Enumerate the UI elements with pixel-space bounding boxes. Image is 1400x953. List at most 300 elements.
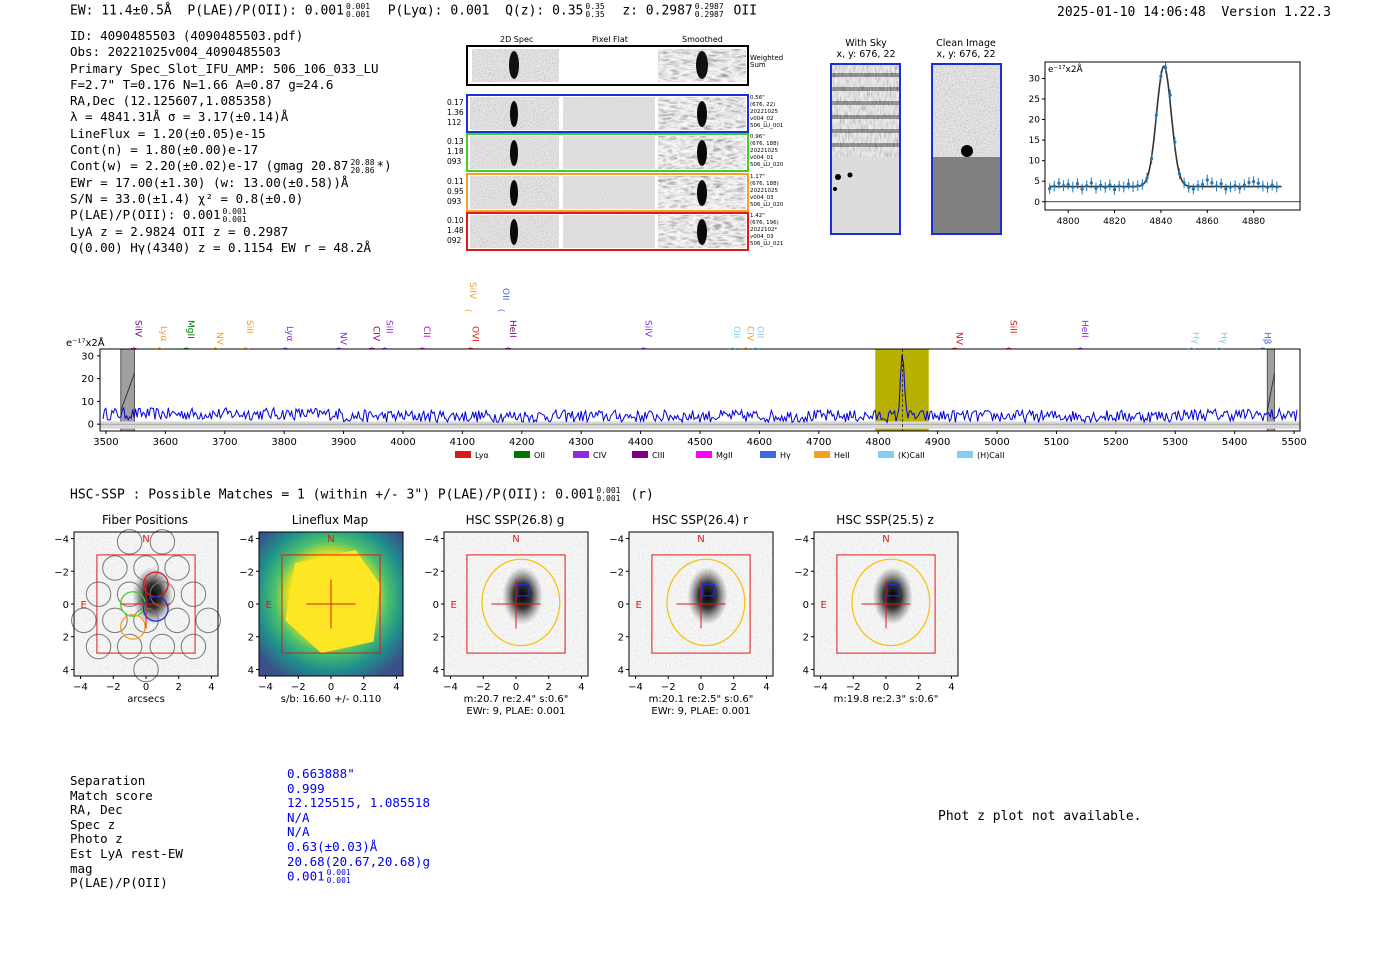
spectrum-xtick-label: 4300 bbox=[568, 437, 594, 448]
info-primary: Primary Spec_Slot_IFU_AMP: 506_106_033_LU bbox=[70, 60, 379, 76]
hsc-caption-1: m:20.7 re:2.4" s:0.6" bbox=[463, 694, 569, 705]
hsc-caption-1: s/b: 16.60 +/- 0.110 bbox=[280, 694, 382, 705]
spectrum-error-band bbox=[100, 421, 1300, 428]
spectrum-line-label: SiIV bbox=[467, 282, 478, 300]
fit-data-point bbox=[1136, 184, 1139, 187]
fit-data-point bbox=[1159, 75, 1162, 78]
info-sn: S/N = 33.0(±1.4) χ² = 0.8(±0.0) bbox=[70, 191, 304, 207]
spectrum-line-label: CIV bbox=[370, 326, 381, 342]
hsc-summary-end: (r) bbox=[630, 487, 654, 503]
hsc-ytick-label: 0 bbox=[432, 600, 439, 611]
cutout-row-image bbox=[468, 175, 747, 210]
with-sky-title bbox=[826, 38, 906, 60]
spectrum-line-label: Hγ bbox=[1190, 332, 1201, 345]
spectrum-line-bracket: { bbox=[129, 346, 138, 351]
cutout-row-right-value: v004_02 bbox=[750, 116, 774, 122]
match-label: Est LyA rest-EW bbox=[70, 845, 183, 861]
cutout-row-right-value: v004_01 bbox=[750, 155, 774, 161]
spectrum-legend-label: OII bbox=[534, 451, 546, 460]
hsc-panel-plot bbox=[794, 530, 970, 716]
east-label: E bbox=[820, 600, 827, 611]
clean-svg bbox=[933, 65, 1000, 233]
fit-data-point bbox=[1229, 185, 1232, 188]
spectrum-line-bracket: { bbox=[367, 346, 376, 351]
clean-image bbox=[931, 63, 1002, 235]
fit-xtick-label: 4820 bbox=[1103, 217, 1126, 227]
info-plae-text: P(LAE)/P(OII): 0.001 bbox=[70, 207, 221, 223]
match-value bbox=[287, 811, 430, 826]
north-label: N bbox=[512, 533, 520, 545]
fit-data-point bbox=[1099, 184, 1102, 187]
spectrum-xtick-label: 5500 bbox=[1281, 437, 1307, 448]
match-value-text: N/A bbox=[287, 824, 310, 840]
header-plae-lo: 0.001 bbox=[345, 10, 371, 19]
cutout-row-left-value: 0.11 bbox=[447, 177, 464, 186]
fit-data-point bbox=[1210, 181, 1213, 184]
match-label: mag bbox=[70, 860, 93, 876]
north-label: N bbox=[882, 533, 890, 545]
spectrum-line-label: HeII bbox=[506, 320, 517, 338]
cutout-row-right-info bbox=[750, 134, 783, 169]
with-sky-image bbox=[830, 63, 901, 235]
spectrum-xtick-label: 4900 bbox=[924, 437, 951, 448]
fit-xtick-label: 4800 bbox=[1056, 217, 1080, 227]
fit-ytick-label: 0 bbox=[1034, 197, 1040, 208]
match-value-text: 12.125515, 1.085518 bbox=[287, 795, 430, 811]
spectrum-line-label: Lyα bbox=[284, 326, 295, 342]
spectrum-legend-swatch bbox=[696, 451, 712, 458]
hsc-xtick-label: 2 bbox=[360, 682, 367, 693]
fit-data-point bbox=[1233, 184, 1236, 187]
fit-data-point bbox=[1062, 184, 1065, 187]
spectrum-xtick-label: 4200 bbox=[509, 437, 535, 448]
cutout-row-strip bbox=[466, 212, 749, 251]
hsc-xtick-label: 4 bbox=[208, 682, 215, 693]
spectrum-line-bracket: { bbox=[503, 346, 512, 351]
match-value-text: 0.999 bbox=[287, 780, 325, 796]
hsc-panel-plot bbox=[239, 530, 415, 716]
spectrum-xtick-label: 4100 bbox=[449, 437, 476, 448]
info-radec: RA,Dec (12.125607,1.085358) bbox=[70, 93, 274, 109]
hsc-ytick-label: −4 bbox=[239, 534, 254, 546]
info-lineflux: LineFlux = 1.20(±0.05)e-15 bbox=[70, 125, 266, 141]
fit-data-point bbox=[1048, 187, 1051, 190]
fit-xtick-label: 4840 bbox=[1149, 217, 1173, 227]
line-fit-chart bbox=[1030, 58, 1310, 233]
header-summary bbox=[70, 3, 757, 19]
fit-data-point bbox=[1067, 183, 1070, 186]
spectrum-ytick-label: 0 bbox=[87, 419, 94, 431]
fit-data-point bbox=[1215, 185, 1218, 188]
cutout-row-left-value: 0.13 bbox=[447, 137, 464, 146]
spectrum-line-bracket: { bbox=[466, 346, 475, 351]
hsc-ytick-label: −4 bbox=[609, 534, 624, 546]
cutout-row-left-stats bbox=[447, 137, 464, 167]
match-value-text: 0.63(±0.03)Å bbox=[287, 838, 378, 854]
spectrum-xtick-label: 3900 bbox=[330, 437, 357, 448]
spectrum-chart bbox=[60, 278, 1310, 463]
fit-data-point bbox=[1173, 141, 1176, 144]
hsc-xtick-label: −4 bbox=[628, 682, 643, 693]
match-label: Photo z bbox=[70, 831, 123, 847]
east-label: E bbox=[80, 600, 87, 611]
fit-data-point bbox=[1192, 187, 1195, 190]
spectrum-line-label: OII bbox=[730, 326, 741, 339]
with-sky-xy: x, y: 676, 22 bbox=[836, 49, 896, 60]
hsc-caption-2: EWr: 9, PLAE: 0.001 bbox=[651, 706, 751, 717]
hsc-panel-hsc bbox=[609, 530, 785, 717]
hsc-panel-title: HSC SSP(25.5) z bbox=[836, 513, 934, 527]
match-value bbox=[287, 782, 430, 797]
east-label: E bbox=[635, 600, 642, 611]
fit-data-point bbox=[1057, 182, 1060, 185]
info-contw-lo: 20.86 bbox=[350, 165, 375, 175]
hsc-caption-1: arcsecs bbox=[127, 694, 165, 705]
cutout-row-right-value: (676, 188) bbox=[750, 141, 779, 147]
col-smoothed: Smoothed bbox=[682, 35, 723, 44]
cutout-row-left-value: 1.48 bbox=[447, 226, 464, 235]
header-qz-hi: 0.35 bbox=[585, 2, 605, 11]
info-obs: Obs: 20221025v004_4090485503 bbox=[70, 44, 281, 60]
spectrum-line-bracket: { bbox=[1187, 346, 1196, 351]
col-2d-spec: 2D Spec bbox=[500, 35, 534, 44]
cutout-row-right-value: 506_LU_001 bbox=[750, 123, 784, 129]
hsc-ytick-label: 0 bbox=[617, 600, 624, 611]
cutout-row-strip bbox=[466, 133, 749, 172]
cutout-row-right-info bbox=[750, 174, 783, 209]
hsc-xtick-label: −2 bbox=[290, 682, 306, 693]
spectrum-xtick-label: 5100 bbox=[1043, 437, 1070, 448]
hsc-xtick-label: 0 bbox=[142, 682, 150, 693]
info-contw-text: Cont(w) = 2.20(±0.02)e-17 (gmag 20.87 bbox=[70, 158, 349, 174]
info-contw bbox=[70, 158, 392, 175]
hsc-ytick-label: 2 bbox=[62, 632, 69, 644]
spectrum-xtick-label: 3700 bbox=[212, 437, 238, 448]
spectrum-legend-swatch bbox=[814, 451, 830, 458]
header-z-line: OII bbox=[733, 3, 757, 19]
cutout-row-left-value: 0.95 bbox=[447, 187, 464, 196]
match-value bbox=[287, 855, 430, 870]
cutout-row-right-value: 1.17" bbox=[750, 174, 765, 180]
spectrum-xtick-label: 3500 bbox=[93, 437, 119, 448]
fit-frame bbox=[1045, 62, 1300, 210]
spectrum-ylabel: e⁻¹⁷x2Å bbox=[66, 338, 105, 349]
header-plya: P(Lyα): 0.001 bbox=[387, 3, 490, 19]
fit-data-point bbox=[1145, 176, 1148, 179]
spectrum-line-bracket: { bbox=[1004, 346, 1013, 351]
cutout-row-right-value: 1.42" bbox=[750, 213, 765, 219]
spectrum-line-label: SiIV bbox=[132, 320, 143, 338]
with-sky-label: With Sky bbox=[845, 38, 887, 49]
cutout-row-left-stats bbox=[447, 216, 464, 246]
fit-data-point bbox=[1094, 187, 1097, 190]
spectrum-line-label: SiII bbox=[1007, 320, 1018, 334]
match-value bbox=[287, 767, 430, 782]
spectrum-line-label: OII bbox=[754, 326, 765, 339]
hsc-xtick-label: 0 bbox=[697, 682, 705, 693]
cutout-row-right-value: (676, 22) bbox=[750, 102, 776, 108]
match-label: Spec z bbox=[70, 816, 116, 832]
hsc-panel-plot bbox=[54, 530, 230, 716]
fit-data-point bbox=[1076, 182, 1079, 185]
cutout-row-right-value: 0.96" bbox=[750, 134, 765, 140]
cutout-row-right-info bbox=[750, 213, 783, 248]
fit-ytick-label: 30 bbox=[1028, 74, 1040, 85]
header-qz: Q(z): 0.35 bbox=[505, 3, 584, 19]
weighted-sum-strip bbox=[466, 45, 749, 86]
fit-ytick-label: 5 bbox=[1034, 177, 1040, 188]
hsc-xtick-label: 4 bbox=[578, 682, 585, 693]
fit-data-point bbox=[1196, 184, 1199, 187]
info-contn: Cont(n) = 1.80(±0.00)e-17 bbox=[70, 142, 259, 158]
spectrum-xtick-label: 4000 bbox=[390, 437, 416, 448]
hsc-xtick-label: 2 bbox=[730, 682, 737, 693]
spectrum-xtick-label: 5300 bbox=[1162, 437, 1188, 448]
header-timestamp bbox=[1057, 5, 1331, 20]
spectrum-line-label: Hγ bbox=[1218, 332, 1229, 345]
hsc-xtick-label: 2 bbox=[915, 682, 922, 693]
spectrum-line-label: CIV bbox=[744, 326, 755, 342]
cutout-row-strip bbox=[466, 94, 749, 133]
match-values bbox=[287, 767, 430, 885]
hsc-ytick-label: 0 bbox=[247, 600, 254, 611]
hsc-panel-fiber bbox=[54, 530, 230, 712]
clean-label: Clean Image bbox=[936, 38, 996, 49]
spectrum-line-bracket: { bbox=[950, 346, 959, 351]
hsc-xtick-label: −4 bbox=[258, 682, 273, 693]
info-plae bbox=[70, 207, 392, 224]
spectrum-xtick-label: 3800 bbox=[271, 437, 297, 448]
spectrum-legend-label: CIV bbox=[593, 451, 607, 460]
spectrum-legend-label: CIII bbox=[652, 451, 665, 460]
hsc-summary-text: HSC-SSP : Possible Matches = 1 (within +/- 3") P(LAE)/P(OII): 0.001 bbox=[70, 487, 595, 503]
match-plae-hi: 0.001 bbox=[326, 868, 351, 878]
cutout-row-right-info bbox=[750, 95, 783, 130]
spectrum-xtick-label: 5000 bbox=[984, 437, 1010, 448]
fit-data-point bbox=[1182, 181, 1185, 184]
info-block bbox=[70, 28, 392, 257]
spectrum-legend-label: MgII bbox=[716, 451, 733, 460]
header-plae: P(LAE)/P(OII): 0.001 bbox=[187, 3, 344, 19]
cutout-row-left-value: 1.36 bbox=[447, 108, 464, 117]
match-value bbox=[287, 796, 430, 811]
fit-data-point bbox=[1266, 186, 1269, 189]
hsc-panel-title: HSC SSP(26.4) r bbox=[651, 513, 749, 527]
info-plae-hi: 0.001 bbox=[222, 206, 247, 216]
spectrum-line-label: OVI bbox=[469, 326, 480, 342]
match-value bbox=[287, 825, 430, 840]
hsc-caption-2: EWr: 9, PLAE: 0.001 bbox=[466, 706, 566, 717]
spectrum-legend-swatch bbox=[957, 451, 973, 458]
hsc-xtick-label: 0 bbox=[882, 682, 890, 693]
fit-data-point bbox=[1141, 183, 1144, 186]
fit-ytick-label: 20 bbox=[1028, 115, 1040, 126]
hsc-ytick-label: −2 bbox=[54, 567, 69, 579]
hsc-ytick-label: −2 bbox=[609, 567, 624, 579]
hsc-xtick-label: 0 bbox=[327, 682, 335, 693]
cutout-row-right-value: 20221025 bbox=[750, 148, 778, 154]
spectrum-line-bracket: { bbox=[181, 346, 190, 351]
cutout-row-right-value: 506_LU_020 bbox=[750, 162, 784, 168]
fit-data-point bbox=[1104, 186, 1107, 189]
fit-xtick-label: 4880 bbox=[1242, 217, 1266, 227]
cutout-row-right-value: (676, 188) bbox=[750, 181, 779, 187]
hsc-ytick-label: −4 bbox=[54, 534, 69, 546]
spectrum-line-bracket: { bbox=[240, 346, 249, 351]
fit-data-point bbox=[1201, 183, 1204, 186]
cutout-row-left-value: 0.10 bbox=[447, 216, 464, 225]
fit-xtick-label: 4860 bbox=[1195, 217, 1219, 227]
hsc-panel-title: HSC SSP(26.8) g bbox=[465, 513, 565, 527]
hsc-xtick-label: −2 bbox=[475, 682, 491, 693]
cutout-row-right-value: (676, 196) bbox=[750, 220, 779, 226]
info-q: Q(0.00) Hγ(4340) z = 0.1154 EW r = 48.2Å bbox=[70, 240, 372, 256]
header-ew: EW: 11.4±0.5Å bbox=[70, 3, 172, 19]
info-id: ID: 4090485503 (4090485503.pdf) bbox=[70, 28, 304, 43]
hsc-panel-plot bbox=[609, 530, 785, 717]
fit-data-point bbox=[1122, 185, 1125, 188]
hsc-xtick-label: 0 bbox=[512, 682, 520, 693]
spectrum-line-bracket: { bbox=[334, 346, 343, 351]
fit-data-point bbox=[1108, 183, 1111, 186]
spectrum-legend-swatch bbox=[878, 451, 894, 458]
spectrum-xtick-label: 4500 bbox=[687, 437, 713, 448]
cutout-row-left-value: 112 bbox=[447, 118, 462, 127]
hsc-panel-plot bbox=[424, 530, 600, 717]
north-label: N bbox=[327, 533, 335, 545]
hsc-xtick-label: 2 bbox=[545, 682, 552, 693]
hsc-ytick-label: 2 bbox=[617, 632, 624, 644]
fit-ytick-label: 25 bbox=[1028, 95, 1040, 105]
spectrum-line-label: Hβ bbox=[1261, 332, 1272, 345]
cutout-row-left-value: 092 bbox=[447, 236, 462, 245]
info-lyaz: LyA z = 2.9824 OII z = 0.2987 bbox=[70, 223, 289, 239]
hsc-xtick-label: −2 bbox=[660, 682, 676, 693]
hsc-panel-title: Lineflux Map bbox=[291, 513, 369, 527]
fit-data-point bbox=[1080, 187, 1083, 190]
spectrum-xtick-label: 4600 bbox=[746, 437, 773, 448]
spectrum-legend-swatch bbox=[760, 451, 776, 458]
north-label: N bbox=[697, 533, 705, 545]
spectrum-xtick-label: 4400 bbox=[627, 437, 654, 448]
spectrum-ytick-label: 30 bbox=[81, 351, 94, 363]
col-pixel-flat: Pixel Flat bbox=[592, 35, 628, 44]
version: Version 1.22.3 bbox=[1221, 5, 1331, 20]
spectrum-legend-label: Lyα bbox=[475, 451, 489, 460]
hsc-summary-hi: 0.001 bbox=[596, 486, 621, 495]
match-value-text: 20.68(20.67,20.68)g bbox=[287, 853, 430, 869]
spectrum-line-bracket: { bbox=[211, 346, 220, 351]
spectrum-xtick-label: 4700 bbox=[806, 437, 832, 448]
cutout-row-right-value: v004_03 bbox=[750, 195, 774, 201]
fit-data-point bbox=[1257, 182, 1260, 185]
spectrum-legend-swatch bbox=[632, 451, 648, 458]
match-label: Separation bbox=[70, 773, 146, 788]
fit-data-point bbox=[1252, 180, 1255, 183]
hsc-ytick-label: 2 bbox=[802, 632, 809, 644]
info-lambda: λ = 4841.31Å σ = 3.17(±0.14)Å bbox=[70, 109, 289, 125]
fit-data-point bbox=[1271, 183, 1274, 186]
hsc-xtick-label: −2 bbox=[105, 682, 121, 693]
spectrum-xtick-label: 3600 bbox=[152, 437, 179, 448]
info-plae-lo: 0.001 bbox=[222, 214, 247, 224]
match-labels bbox=[70, 774, 183, 891]
fit-data-point bbox=[1164, 66, 1167, 69]
spectrum-line-label: MgII bbox=[184, 320, 195, 339]
spectrum-line-bracket: { bbox=[380, 346, 389, 351]
hsc-ytick-label: 2 bbox=[247, 632, 254, 644]
cutout-row-right-value: 0.56" bbox=[750, 95, 765, 101]
hsc-caption-1: m:19.8 re:2.3" s:0.6" bbox=[833, 694, 939, 705]
north-label: N bbox=[142, 533, 150, 545]
fit-data-point bbox=[1206, 178, 1209, 181]
fit-data-point bbox=[1127, 183, 1130, 186]
hsc-ytick-label: 4 bbox=[802, 665, 809, 677]
fit-ytick-label: 15 bbox=[1028, 136, 1040, 147]
spectrum-legend-swatch bbox=[455, 451, 471, 458]
spectrum-line-bracket: { bbox=[155, 346, 164, 351]
hsc-ytick-label: −4 bbox=[794, 534, 809, 546]
header-z-hi: 0.2987 bbox=[694, 2, 724, 11]
spectrum-line-bracket: { bbox=[751, 346, 760, 351]
hsc-xtick-label: 2 bbox=[175, 682, 182, 693]
east-label: E bbox=[450, 600, 457, 611]
cutout-row-left-stats bbox=[447, 177, 464, 207]
cutout-row-left-value: 1.18 bbox=[447, 147, 464, 156]
spectrum-line-bracket: { bbox=[464, 308, 473, 313]
cutout-row-right-value: 506_LU_021 bbox=[750, 241, 784, 247]
spectrum-line-label: HeII bbox=[1079, 320, 1090, 338]
hsc-panel-hsc bbox=[794, 530, 970, 712]
fit-data-point bbox=[1187, 186, 1190, 189]
fit-data-point bbox=[1071, 185, 1074, 188]
spectrum-line-label: NV bbox=[214, 332, 225, 345]
hsc-xtick-label: −2 bbox=[845, 682, 861, 693]
hsc-ytick-label: 4 bbox=[62, 665, 69, 677]
hsc-ytick-label: 0 bbox=[62, 600, 69, 611]
fit-data-point bbox=[1220, 182, 1223, 185]
hsc-ytick-label: 2 bbox=[432, 632, 439, 644]
cutout-row-image bbox=[468, 214, 747, 249]
hsc-ytick-label: −4 bbox=[424, 534, 439, 546]
cutout-row-right-value: 506_LU_020 bbox=[750, 202, 784, 208]
spectrum-line-label: SiII bbox=[243, 320, 254, 334]
fit-data-point bbox=[1085, 184, 1088, 187]
fit-data-point bbox=[1150, 157, 1153, 160]
spectrum-legend-swatch bbox=[514, 451, 530, 458]
hsc-xtick-label: −4 bbox=[73, 682, 88, 693]
fit-data-point bbox=[1178, 172, 1181, 175]
spectrum-line-bracket: { bbox=[417, 346, 426, 351]
spectrum-legend-label: (K)CaII bbox=[898, 451, 925, 460]
fit-ylabel: e⁻¹⁷x2Å bbox=[1048, 65, 1083, 75]
cutout-row-right-value: 2022102* bbox=[750, 227, 778, 233]
hsc-summary bbox=[70, 487, 654, 503]
fit-data-point bbox=[1155, 114, 1158, 117]
hsc-panel-lineflux bbox=[239, 530, 415, 712]
spectrum-xtick-label: 4800 bbox=[865, 437, 891, 448]
hsc-ytick-label: 4 bbox=[617, 665, 624, 677]
match-value bbox=[287, 840, 430, 855]
fit-ytick-label: 10 bbox=[1028, 156, 1040, 167]
hsc-xtick-label: 4 bbox=[948, 682, 955, 693]
info-params: F=2.7" T=0.176 N=1.66 A=0.87 g=24.6 bbox=[70, 76, 334, 92]
spectrum-line-label: OII bbox=[499, 288, 510, 301]
header-z-lo: 0.2987 bbox=[694, 10, 724, 19]
fit-data-point bbox=[1118, 185, 1121, 188]
hsc-panel-hsc bbox=[424, 530, 600, 717]
weighted-sum-label: Weighted Sum bbox=[750, 54, 784, 69]
